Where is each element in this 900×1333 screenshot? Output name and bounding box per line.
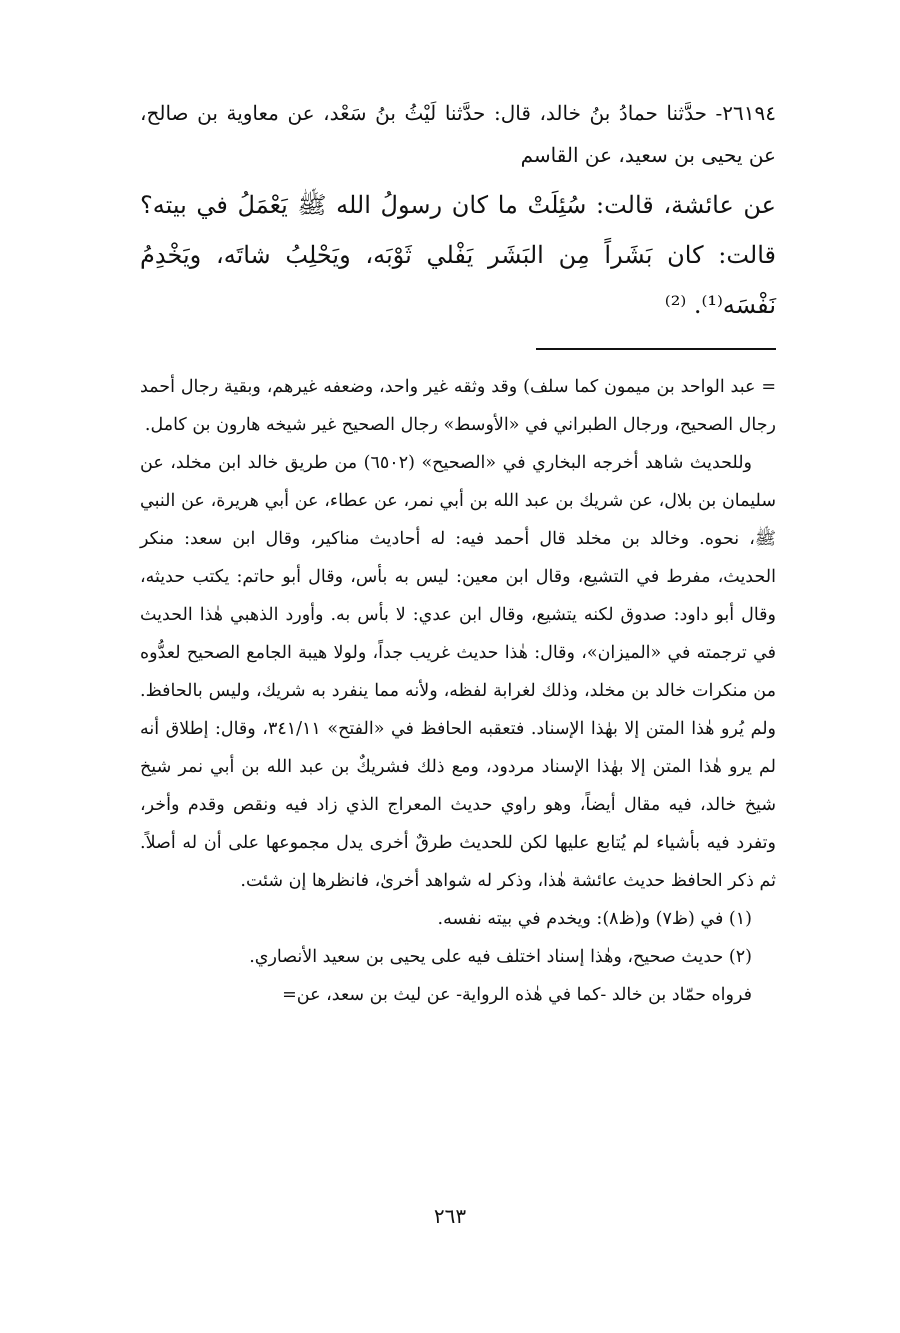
footnote-continuation: = عبد الواحد بن ميمون كما سلف) وقد وثقه غير واحد، وضعفه غيرهم، وبقية رجال أحمد رجال الصحيح، ورجال الطبراني في «الأوسط» رجال الصحيح غير شيخه هارون بن كامل. bbox=[140, 377, 776, 435]
footnote-2: (٢) حديث صحيح، وهٰذا إسناد اختلف فيه على يحيى بن سعيد الأنصاري. bbox=[249, 947, 752, 967]
footnote-commentary: وللحديث شاهد أخرجه البخاري في «الصحيح» (٦٥٠٢) من طريق خالد ابن مخلد، عن سليمان بن بلال، عن شريك بن عبد الله بن أبي نمر، عن عطاء، عن أبي هريرة، عن النبي ﷺ، نحوه. وخالد بن مخلد قال أحمد فيه: له أحاديث مناكير، وقال ابن سعد: منكر الحديث، مفرط في التشيع، وقال ابن معين: ليس به بأس، وقال أبو حاتم: يكتب حديثه، وقال أبو داود: صدوق لكنه يتشيع، وقال ابن عدي: لا بأس به. وأورد الذهبي هٰذا الحديث في ترجمته في «الميزان»، وقال: هٰذا حديث غريب جداً، ولولا هيبة الجامع الصحيح لعدُّوه من منكرات خالد بن مخلد، وذلك لغرابة لفظه، ولأنه مما ينفرد به شريك، وليس بالحافظ. ولم يُرو هٰذا المتن إلا بهٰذا الإسناد. فتعقبه الحافظ في «الفتح» ٣٤١/١١، وقال: إطلاق أنه لم يرو هٰذا المتن إلا بهٰذا الإسناد مردود، ومع ذلك فشريكٌ بن عبد الله بن أبي نمر شيخ شيخ خالد، فيه مقال أيضاً، وهو راوي حديث المعراج الذي زاد فيه ونقص وقدم وأخر، وتفرد فيه بأشياء لم يُتابع عليها لكن للحديث طرقٌ أخرى يدل مجموعها على أن له أصلاً. ثم ذكر الحافظ حديث عائشة هٰذا، وذكر له شواهد أخرىٰ، فانظرها إن شئت. bbox=[140, 453, 776, 891]
page-body bbox=[140, 92, 776, 1014]
hadith-isnad: ٢٦١٩٤- حدَّثنا حمادُ بنُ خالد، قال: حدَّثنا لَيْثُ بنُ سَعْد، عن معاوية بن صالح، عن يحيى بن سعيد، عن القاسم bbox=[140, 101, 776, 167]
footnote-separator bbox=[536, 348, 776, 350]
hadith-matn: عن عائشة، قالت: سُئِلَتْ ما كان رسولُ الله ﷺ يَعْمَلُ في بيته؟ قالت: كان بَشَراً مِن البَشَر يَفْلي ثَوْبَه، ويَحْلِبُ شاتَه، ويَخْدِمُ نَفْسَه⁽¹⁾. ⁽²⁾ bbox=[140, 191, 776, 319]
footnote-1: (١) في (ظ٧) و(ظ٨): ويخدم في بيته نفسه. bbox=[437, 909, 752, 929]
footnote-2-continued: فرواه حمّاد بن خالد -كما في هٰذه الرواية- عن ليث بن سعد، عن= bbox=[282, 985, 752, 1005]
page-number: ٢٦٣ bbox=[433, 1204, 467, 1228]
footnotes bbox=[140, 368, 776, 1014]
